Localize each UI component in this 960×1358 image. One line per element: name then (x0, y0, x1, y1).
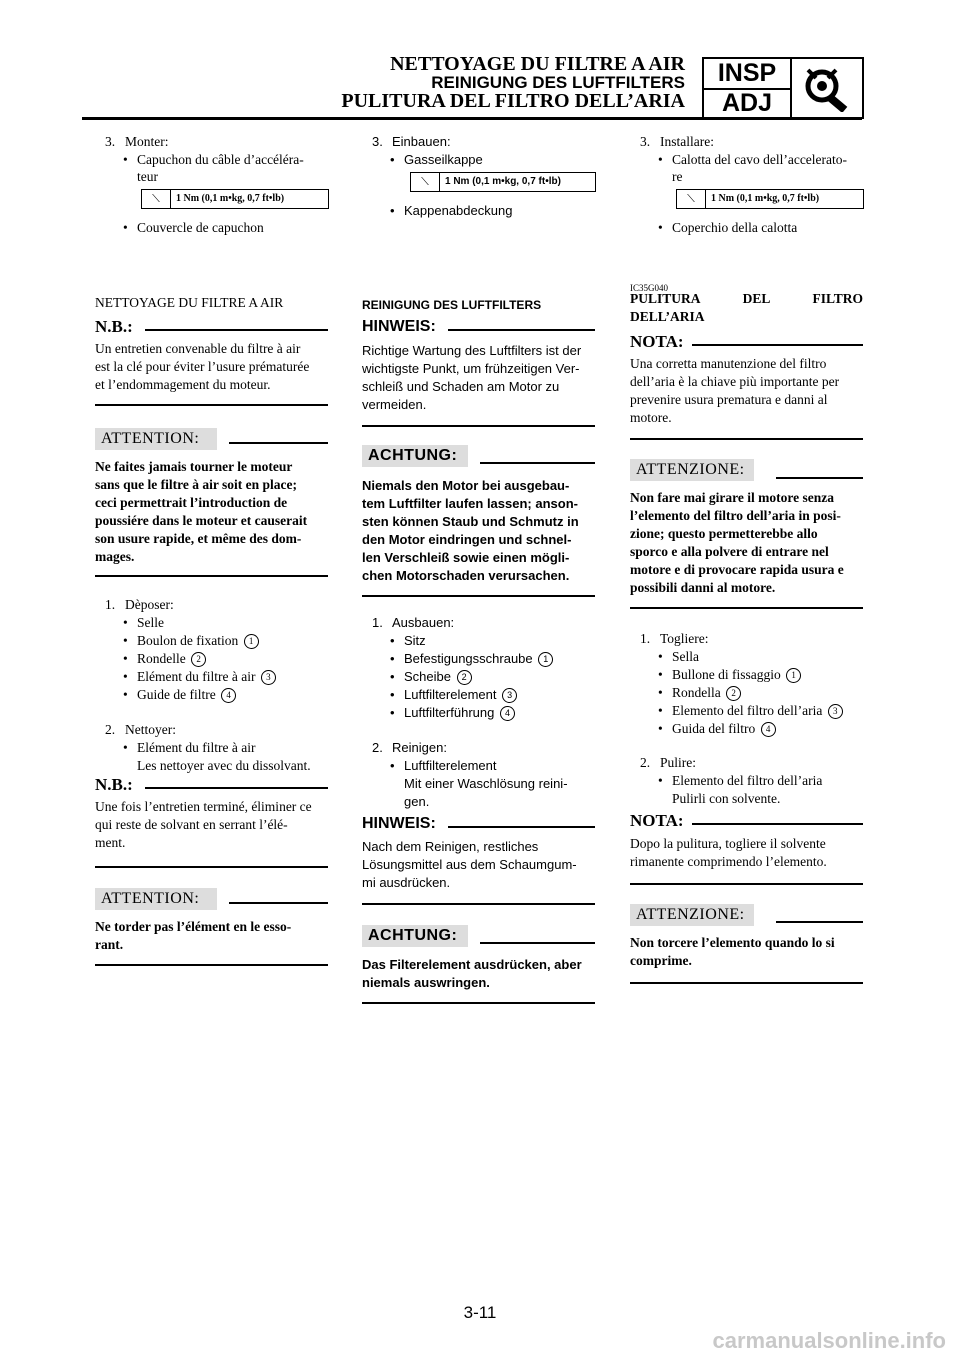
de-hinweis-heading: HINWEIS: (362, 815, 436, 832)
it-attenzione-text (630, 934, 863, 970)
text-line: Une fois l’entretien terminé, éliminer ce (95, 799, 312, 814)
callout-1: 1 (538, 652, 553, 667)
note-rule (448, 329, 595, 331)
fr-attention-text (95, 918, 328, 954)
item-text: Guida del filtro (672, 721, 756, 736)
note-rule (145, 329, 328, 331)
torque-value: 1 Nm (0,1 m•kg, 0,7 ft•lb) (711, 193, 820, 204)
step-number: 1. (105, 597, 116, 612)
text-line: Lösungsmittel aus dem Schaumgum- (362, 857, 577, 872)
note-rule (229, 902, 328, 904)
fr-step1-item (123, 650, 206, 668)
de-achtung-heading: ACHTUNG: (362, 445, 468, 467)
note-rule (776, 921, 863, 923)
section-rule (362, 903, 595, 905)
section-rule (95, 964, 328, 966)
torque-wrench-icon: ⟍ (677, 190, 706, 208)
text-line: niemals auswringen. (362, 975, 490, 990)
torque-value: 1 Nm (0,1 m•kg, 0,7 ft•lb) (176, 193, 285, 204)
de-step2-item: • Luftfilterelement (390, 757, 497, 775)
torque-wrench-icon: ⟍ (142, 190, 171, 208)
note-rule (145, 787, 328, 789)
fr-nb-heading: N.B.: (95, 317, 133, 336)
item-text: Bullone di fissaggio (672, 667, 781, 682)
fr-attention-heading: ATTENTION: (95, 888, 217, 910)
item-text: Rondella (672, 685, 721, 700)
step-number: 2. (105, 722, 116, 737)
step-label: Ausbauen: (392, 615, 455, 630)
torque-spec (141, 189, 329, 209)
step-label: Installare: (660, 134, 714, 149)
text-line: sporco e alla polvere di entrare nel (630, 544, 829, 559)
text-line: schleiß und Schaden am Motor zu (362, 379, 560, 394)
text-line: wichtigste Punkt, um frühzeitigen Ver- (362, 361, 580, 376)
it-step2-sub: Pulirli con solvente. (672, 791, 781, 806)
it-step3-item: • Calotta del cavo dell’accelerato- (658, 151, 847, 169)
it-step1-item (658, 720, 776, 738)
item-text: Boulon de fixation (137, 633, 239, 648)
callout-2: 2 (457, 670, 472, 685)
it-attenzione-text (630, 489, 863, 597)
torque-value: 1 Nm (0,1 m•kg, 0,7 ft•lb) (445, 176, 561, 187)
fr-step3-item: • Couvercle de capuchon (123, 219, 264, 237)
badge-divider-v (790, 59, 792, 117)
item-text: Elément du filtre à air (137, 669, 256, 684)
text-line: Non torcere l’elemento quando lo si (630, 935, 835, 950)
item-text: Sitz (404, 633, 426, 648)
fr-attention-heading: ATTENTION: (95, 428, 217, 450)
text-line: son usure rapide, et même des dom- (95, 531, 302, 546)
text-line: ment. (95, 835, 126, 850)
note-rule (776, 477, 863, 479)
callout-2: 2 (191, 652, 206, 667)
step-number: 3. (372, 134, 383, 149)
text-line: mages. (95, 549, 135, 564)
wrench-magnifier-icon (800, 64, 856, 112)
it-step3-item-cont: re (672, 169, 683, 184)
step-number: 1. (372, 615, 383, 630)
header-title-it: PULITURA DEL FILTRO DELL’ARIA (341, 90, 685, 112)
section-code: IC35G040 (630, 283, 668, 293)
torque-spec (410, 172, 596, 192)
text-line: et l’endommagement du moteur. (95, 377, 271, 392)
item-text: Guide de filtre (137, 687, 216, 702)
item-text: Selle (137, 615, 164, 630)
text-line: zione; questo permetterebbe allo (630, 526, 818, 541)
section-rule (362, 1002, 595, 1004)
fr-step3-item: • Capuchon du câble d’accéléra- (123, 151, 304, 169)
step-number: 1. (640, 631, 651, 646)
item-text: Sella (672, 649, 699, 664)
step-label: Dèposer: (125, 597, 174, 612)
it-step1-item (658, 702, 843, 720)
it-nota-heading: NOTA: (630, 811, 684, 830)
text-line: motore e di provocare rapida usura e (630, 562, 844, 577)
de-section-title: REINIGUNG DES LUFTFILTERS (362, 298, 542, 312)
de-step1-item (390, 668, 472, 686)
text-line: rant. (95, 937, 124, 952)
text-line: Ne faites jamais tourner le moteur (95, 459, 293, 474)
step-label: Einbauen: (392, 134, 451, 149)
text-line: Un entretien convenable du filtre à air (95, 341, 301, 356)
header-title-de: REINIGUNG DES LUFTFILTERS (431, 73, 685, 92)
fr-step1-item (123, 668, 276, 686)
section-rule (362, 425, 595, 427)
text-line: Niemals den Motor bei ausgebau- (362, 478, 570, 493)
it-nota-text (630, 355, 863, 427)
callout-3: 3 (261, 670, 276, 685)
de-step1-item (390, 686, 517, 704)
it-section-title-cont: DELL’ARIA (630, 309, 705, 324)
step-number: 3. (640, 134, 651, 149)
item-text: Befestigungsschraube (404, 651, 533, 666)
text-line: mi ausdrücken. (362, 875, 451, 890)
text-line: gen. (404, 794, 430, 809)
it-step1-item (658, 666, 801, 684)
callout-1: 1 (786, 668, 801, 683)
text-line: est la clé pour éviter l’usure prématurée (95, 359, 310, 374)
de-step1-item (390, 632, 426, 650)
de-achtung-text (362, 956, 595, 992)
note-rule (480, 942, 595, 944)
text-line: Dopo la pulitura, togliere il solvente (630, 836, 826, 851)
de-hinweis-text (362, 342, 595, 414)
fr-step1-item (123, 632, 259, 650)
text-line: chen Motorschaden verursachen. (362, 568, 570, 583)
section-rule (630, 438, 863, 440)
section-rule (95, 575, 328, 577)
step-label: Monter: (125, 134, 169, 149)
fr-section-title: NETTOYAGE DU FILTRE A AIR (95, 295, 284, 310)
item-text: Elemento del filtro dell’aria (672, 703, 823, 718)
callout-1: 1 (244, 634, 259, 649)
text-line: Ne torder pas l’élément en le esso- (95, 919, 292, 934)
step-label: Reinigen: (392, 740, 447, 755)
torque-spec (676, 189, 864, 209)
text-line: sans que le filtre à air soit en place; (95, 477, 297, 492)
step-number: 2. (640, 755, 651, 770)
item-text: Luftfilterelement (404, 687, 497, 702)
section-rule (362, 595, 595, 597)
text-line: den Motor eindringen und schnel- (362, 532, 572, 547)
it-nota-heading: NOTA: (630, 332, 684, 351)
badge-adj: ADJ (721, 89, 772, 117)
text-line: dell’aria è la chiave più importante per (630, 374, 840, 389)
text-line: prevenire usura prematura e danni al (630, 392, 828, 407)
text-line: poussiére dans le moteur et causerait (95, 513, 308, 528)
insp-adj-badge (702, 57, 864, 119)
text-line: rimanente comprimendo l’elemento. (630, 854, 827, 869)
torque-wrench-icon: ⟍ (411, 173, 440, 191)
fr-step1-item (123, 686, 236, 704)
fr-step2-item: • Elément du filtre à air (123, 739, 255, 757)
fr-step3-item-cont: teur (137, 169, 158, 184)
item-text: Luftfilterführung (404, 705, 495, 720)
text-line: l’elemento del filtro dell’aria in posi- (630, 508, 841, 523)
de-step3-item: • Kappenabdeckung (390, 202, 512, 220)
it-step3-item: • Coperchio della calotta (658, 219, 797, 237)
section-rule (95, 866, 328, 868)
fr-nb-text (95, 340, 328, 394)
text-line: vermeiden. (362, 397, 427, 412)
text-line: Una corretta manutenzione del filtro (630, 356, 827, 371)
text-line: Nach dem Reinigen, restliches (362, 839, 539, 854)
it-attenzione-heading: ATTENZIONE: (630, 459, 754, 481)
step-label: Togliere: (660, 631, 709, 646)
de-hinweis-text (362, 838, 595, 892)
text-line: sten können Staub und Schmutz in (362, 514, 579, 529)
item-text: Rondelle (137, 651, 186, 666)
item-text: Scheibe (404, 669, 451, 684)
de-achtung-heading: ACHTUNG: (362, 925, 468, 947)
note-rule (692, 823, 863, 825)
text-line: ceci permettrait l’introduction de (95, 495, 288, 510)
fr-step2-sub: Les nettoyer avec du dissolvant. (137, 758, 311, 773)
fr-nb-heading: N.B.: (95, 775, 133, 794)
callout-3: 3 (828, 704, 843, 719)
step-label: Pulire: (660, 755, 696, 770)
section-rule (630, 883, 863, 885)
note-rule (480, 462, 595, 464)
section-rule (630, 607, 863, 609)
text-line: len Verschleiß sowie einen mögli- (362, 550, 570, 565)
de-hinweis-heading: HINWEIS: (362, 318, 436, 335)
text-line: motore. (630, 410, 672, 425)
it-section-title: PULITURA DEL FILTRO (630, 291, 863, 306)
step-number: 3. (105, 134, 116, 149)
it-step2-item: • Elemento del filtro dell’aria (658, 772, 822, 790)
de-step1-item (390, 650, 553, 668)
de-step3-item: • Gasseilkappe (390, 151, 483, 169)
badge-insp: INSP (717, 59, 777, 87)
it-step1-item (658, 648, 699, 666)
de-achtung-text (362, 477, 595, 585)
note-rule (229, 442, 328, 444)
section-rule (95, 404, 328, 406)
text-line: Mit einer Waschlösung reini- (404, 776, 568, 791)
text-line: comprime. (630, 953, 692, 968)
text-line: tem Luftfilter laufen lassen; anson- (362, 496, 578, 511)
callout-4: 4 (221, 688, 236, 703)
text-line: Richtige Wartung des Luftfilters ist der (362, 343, 582, 358)
callout-2: 2 (726, 686, 741, 701)
header-title-fr: NETTOYAGE DU FILTRE A AIR (390, 53, 685, 75)
text-line: qui reste de solvant en serrant l’élé- (95, 817, 288, 832)
note-rule (448, 826, 595, 828)
callout-4: 4 (761, 722, 776, 737)
text-line: Das Filterelement ausdrücken, aber (362, 957, 582, 972)
de-step2-sub (404, 775, 596, 811)
fr-nb-text (95, 798, 328, 852)
step-number: 2. (372, 740, 383, 755)
note-rule (692, 344, 863, 346)
fr-step1-item (123, 614, 164, 632)
page-number: 3-11 (463, 1303, 497, 1322)
step-label: Nettoyer: (125, 722, 176, 737)
it-nota-text (630, 835, 863, 871)
it-step1-item (658, 684, 741, 702)
section-rule (630, 982, 863, 984)
text-line: Non fare mai girare il motore senza (630, 490, 834, 505)
fr-attention-text (95, 458, 328, 566)
callout-4: 4 (500, 706, 515, 721)
it-attenzione-heading: ATTENZIONE: (630, 904, 754, 926)
de-step1-item (390, 704, 515, 722)
watermark: carmanualsonline.info (712, 1328, 946, 1353)
callout-3: 3 (502, 688, 517, 703)
text-line: possibili danni al motore. (630, 580, 776, 595)
